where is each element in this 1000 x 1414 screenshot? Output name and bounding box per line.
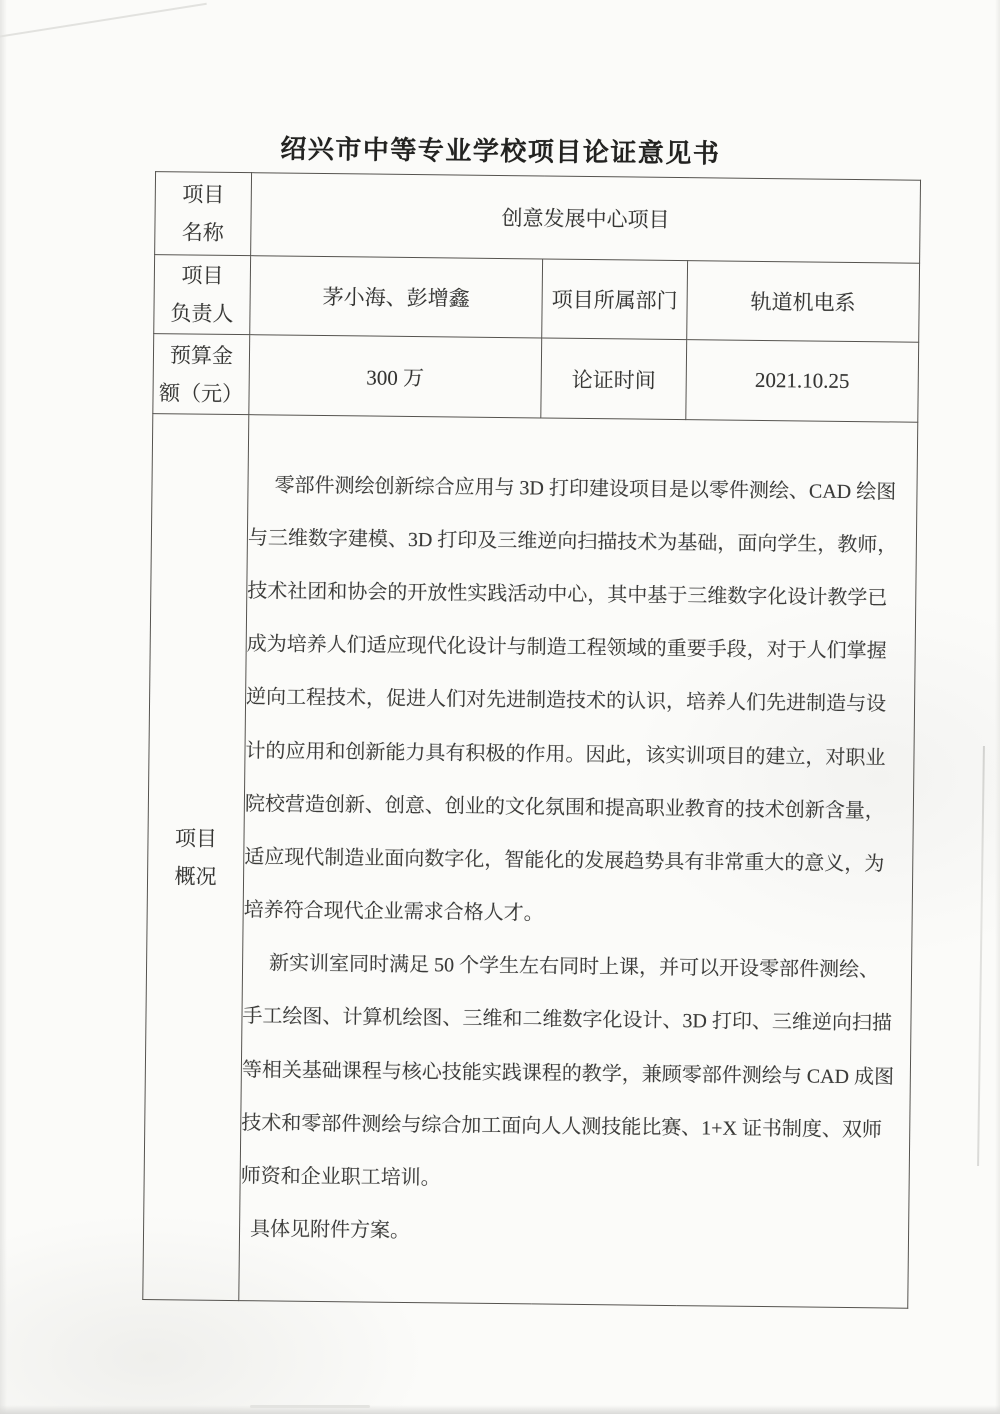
row-budget-time bbox=[153, 334, 919, 423]
department-label: 项目所属部门 bbox=[542, 259, 688, 340]
overview-line: 技术和零部件测绘与综合加工面向人人测技能比赛、1+X 证书制度、双师 bbox=[241, 1111, 883, 1142]
overview-line: 院校营造创新、创意、创业的文化氛围和提高职业教育的技术创新含量， bbox=[244, 792, 885, 823]
overview-line: 师资和企业职工培训。 bbox=[240, 1165, 441, 1190]
budget-label-line1: 预算金 bbox=[169, 342, 234, 368]
leader-label-line2: 负责人 bbox=[170, 301, 234, 326]
overview-label-line2: 概况 bbox=[174, 863, 217, 889]
overview-label-line1: 项目 bbox=[174, 825, 218, 851]
leader-label-line1: 项目 bbox=[181, 263, 224, 288]
overview-line: 零部件测绘创新综合应用与 3D 打印建设项目是以零件测绘、CAD 绘图 bbox=[274, 474, 897, 504]
overview-line: 逆向工程技术，促进人们对先进制造技术的认识，培养人们先进制造与设 bbox=[245, 686, 887, 716]
document-title: 绍兴市中等专业学校项目论证意见书 bbox=[280, 133, 721, 169]
overview-line: 手工绘图、计算机绘图、三维和二维数字化设计、3D 打印、三维逆向扫描 bbox=[242, 1005, 893, 1035]
budget-value: 300 万 bbox=[249, 335, 542, 418]
overview-line: 适应现代制造业面向数字化，智能化的发展趋势具有非常重大的意义，为 bbox=[244, 846, 885, 876]
department-value: 轨道机电系 bbox=[687, 261, 920, 343]
row-project-name bbox=[155, 172, 921, 264]
overview-line: 技术社团和协会的开放性实践活动中心，其中基于三维数字化设计教学已 bbox=[247, 580, 888, 610]
project-name-label-line2: 名称 bbox=[181, 220, 225, 245]
project-name-label-cell bbox=[155, 172, 252, 256]
overview-line: 具体见附件方案。 bbox=[249, 1218, 411, 1243]
overview-content-cell bbox=[239, 415, 918, 1309]
leader-label-cell bbox=[154, 255, 251, 335]
overview-line: 等相关基础课程与核心技能实践课程的教学，兼顾零部件测绘与 CAD 成图 bbox=[241, 1058, 895, 1089]
overview-line: 培养符合现代企业需求合格人才。 bbox=[243, 899, 544, 925]
project-review-form-table bbox=[142, 171, 921, 1309]
project-name-value: 创意发展中心项目 bbox=[251, 173, 921, 264]
overview-label-cell bbox=[143, 414, 249, 1301]
overview-line: 计的应用和创新能力具有积极的作用。因此，该实训项目的建立，对职业 bbox=[245, 739, 886, 769]
leader-value: 茅小海、彭增鑫 bbox=[250, 256, 543, 338]
row-overview bbox=[143, 414, 918, 1309]
overview-line: 新实训室同时满足 50 个学生左右同时上课，并可以开设零部件测绘、 bbox=[268, 952, 880, 982]
review-time-value: 2021.10.25 bbox=[686, 340, 919, 423]
budget-label-cell bbox=[153, 334, 250, 415]
overview-line: 与三维数字建模、3D 打印及三维逆向扫描技术为基础，面向学生，教师， bbox=[247, 526, 898, 557]
project-name-label-line1: 项目 bbox=[182, 182, 225, 207]
row-leader-department bbox=[154, 255, 920, 343]
overview-line: 成为培养人们适应现代化设计与制造工程领域的重要手段，对于人们掌握 bbox=[246, 633, 887, 663]
review-time-label: 论证时间 bbox=[541, 338, 687, 420]
budget-label-line2: 额（元） bbox=[158, 380, 244, 406]
